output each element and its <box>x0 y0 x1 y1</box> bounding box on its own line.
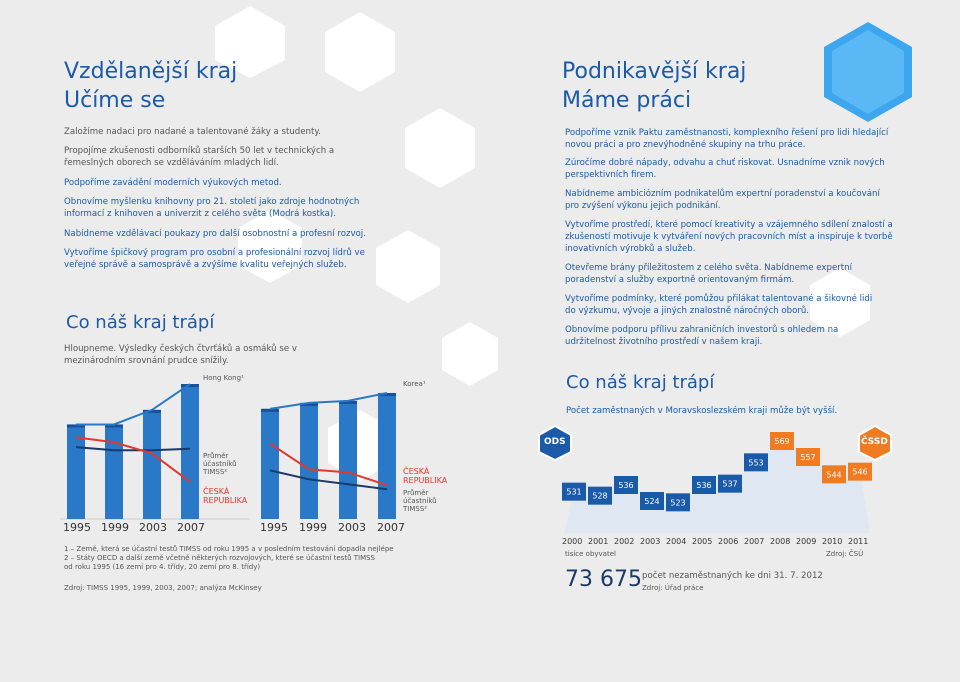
chart1-label-top: Hong Kong¹ <box>203 374 244 382</box>
bar-top-1999 <box>105 424 123 519</box>
employment-value-2005: 536 <box>696 481 712 490</box>
chart-timss-8 <box>258 390 398 520</box>
employment-value-2008: 569 <box>774 437 790 446</box>
ods-badge-label: ODS <box>544 437 566 447</box>
chart1-year-2: 1999 <box>101 521 129 534</box>
chart1-label-mid: Průměr účastníků TIMSS² <box>203 452 237 476</box>
employment-year: 2007 <box>744 537 765 546</box>
left-para-4: Obnovíme myšlenku knihovny pro 21. století jako zdroje hodnotných informací z knihoven a univerzit z celého světa (Modrá kostka). <box>64 197 360 219</box>
right-para-6: Vytvoříme podmínky, které pomůžou přilákat talentované a šikovné lidi do výzkumu, vývoje a jiných znalostně náročných oborů. <box>565 294 873 316</box>
chart2-year-1: 1995 <box>260 521 288 534</box>
chart2-label-mid: Průměr účastníků TIMSS² <box>403 489 437 513</box>
line-top <box>270 393 387 409</box>
chart1-year-4: 2007 <box>177 521 205 534</box>
left-para-2: Propojíme zkušenosti odborníků starších 50 let v technických a řemeslných oborech se vzděláváním mladých lidí. <box>64 146 335 168</box>
line-top <box>76 384 190 424</box>
employment-value-2002: 536 <box>618 481 634 490</box>
chart2-year-4: 2007 <box>377 521 405 534</box>
chart1-year-1: 1995 <box>63 521 91 534</box>
left-para-3: Podpoříme zavádění moderních výukových metod. <box>64 178 282 188</box>
employment-year: 2008 <box>770 537 791 546</box>
employment-value-2011: 546 <box>852 467 868 477</box>
employment-year: 2001 <box>588 537 609 546</box>
employment-value-2009: 557 <box>800 453 816 462</box>
right-problem-title: Co náš kraj trápí <box>566 372 715 393</box>
employment-year: 2006 <box>718 537 739 546</box>
right-subtitle: Máme práci <box>562 88 692 113</box>
right-title: Podnikavější kraj <box>562 59 747 84</box>
line-cz <box>270 444 387 486</box>
cssd-badge-label: ČSSD <box>861 437 888 447</box>
employment-year: 2010 <box>822 537 843 546</box>
employment-unit: tisíce obyvatel <box>565 550 616 558</box>
left-problem-text: Hloupneme. Výsledky českých čtvrťáků a osmáků se v mezinárodním srovnání prudce snížily. <box>64 344 297 366</box>
bar-top-1995 <box>261 409 279 519</box>
left-problem-title: Co náš kraj trápí <box>66 312 215 333</box>
employment-year: 2005 <box>692 537 713 546</box>
employment-value-2006: 537 <box>722 479 738 489</box>
employment-year: 2000 <box>562 537 583 546</box>
left-para-1: Založíme nadaci pro nadané a talentované žáky a studenty. <box>64 127 321 137</box>
left-source: Zdroj: TIMSS 1995, 1999, 2003, 2007; analýza McKinsey <box>64 584 262 592</box>
employment-value-2000: 531 <box>566 487 582 497</box>
chart1-label-cz: ČESKÁ REPUBLIKA <box>203 487 248 505</box>
employment-source: Zdroj: ČSÚ <box>826 550 864 558</box>
bar-top-1999 <box>300 403 318 519</box>
unemployed-label: počet nezaměstnaných ke dni 31. 7. 2012 <box>642 571 823 581</box>
line-cz <box>76 437 190 481</box>
footnote-line-3: od roku 1995 (16 zemí pro 4. třídy, 20 zemí pro 8. třídy) <box>64 563 261 571</box>
chart2-year-2: 1999 <box>299 521 327 534</box>
employment-year: 2004 <box>666 537 687 546</box>
footnote-line-1: 1 – Země, která se účastní testů TIMSS od roku 1995 a v posledním testování dopadla nejlépe <box>64 545 394 553</box>
employment-year: 2002 <box>614 537 635 546</box>
employment-value-2007: 553 <box>748 458 764 468</box>
bar-cap-1995 <box>261 409 279 412</box>
left-subtitle: Učíme se <box>64 88 166 113</box>
employment-year: 2011 <box>848 537 869 546</box>
bar-top-2003 <box>143 410 161 519</box>
employment-value-2001: 528 <box>592 491 608 501</box>
chart2-label-top: Korea¹ <box>403 380 426 388</box>
right-para-7: Obnovíme podporu přílivu zahraničních investorů s ohledem na udržitelnost životního prostředí v našem kraji. <box>565 325 839 347</box>
employment-year: 2003 <box>640 537 661 546</box>
right-para-2: Zúročíme dobré nápady, odvahu a chuť riskovat. Usnadníme vznik nových perspektivních firem. <box>565 158 885 180</box>
chart2-label-cz: ČESKÁ REPUBLIKA <box>403 467 448 485</box>
footnote-line-2: 2 – Státy OECD a další země včetně některých rozvojových, které se účastní testů TIMSS <box>64 554 375 562</box>
employment-year: 2009 <box>796 537 817 546</box>
bar-top-2007 <box>181 384 199 519</box>
chart-employment <box>540 425 868 535</box>
unemployed-source: Zdroj: Úřad práce <box>642 584 704 592</box>
chart1-year-3: 2003 <box>139 521 167 534</box>
right-para-5: Otevřeme brány příležitostem z celého světa. Nabídneme expertní poradenství a služby exportně orientovaným firmám. <box>565 263 852 285</box>
right-problem-text: Počet zaměstnaných v Moravskoslezském kraji může být vyšší. <box>566 406 838 416</box>
right-para-3: Nabídneme ambiciózním podnikatelům expertní poradenství a koučování pro zvýšení výkonu jejich podnikání. <box>565 189 880 211</box>
bar-top-2007 <box>378 393 396 519</box>
left-para-5: Nabídneme vzdělávací poukazy pro další osobnostní a profesní rozvoj. <box>64 229 366 239</box>
employment-value-2004: 523 <box>670 498 686 508</box>
left-title: Vzdělanější kraj <box>64 59 238 84</box>
right-para-4: Vytvoříme prostředí, které pomocí kreativity a vzájemného sdílení znalostí a zkušeností motivuje k vytváření nových pracovních míst a inspiruje k tvorbě inovativních výrobků a služeb. <box>565 220 893 254</box>
employment-value-2010: 544 <box>826 470 842 480</box>
left-para-6: Vytvoříme špičkový program pro osobní a profesionální rozvoj lídrů ve veřejné správě a samosprávě a zvýšíme kvalitu veřejných služeb. <box>64 248 365 270</box>
chart2-year-3: 2003 <box>338 521 366 534</box>
unemployed-number: 73 675 <box>565 567 642 592</box>
bar-top-2003 <box>339 401 357 519</box>
right-para-1: Podpoříme vznik Paktu zaměstnanosti, komplexního řešení pro lidi hledající novou práci a pro znevýhodněné skupiny na trhu práce. <box>565 128 889 150</box>
employment-value-2003: 524 <box>644 497 660 506</box>
